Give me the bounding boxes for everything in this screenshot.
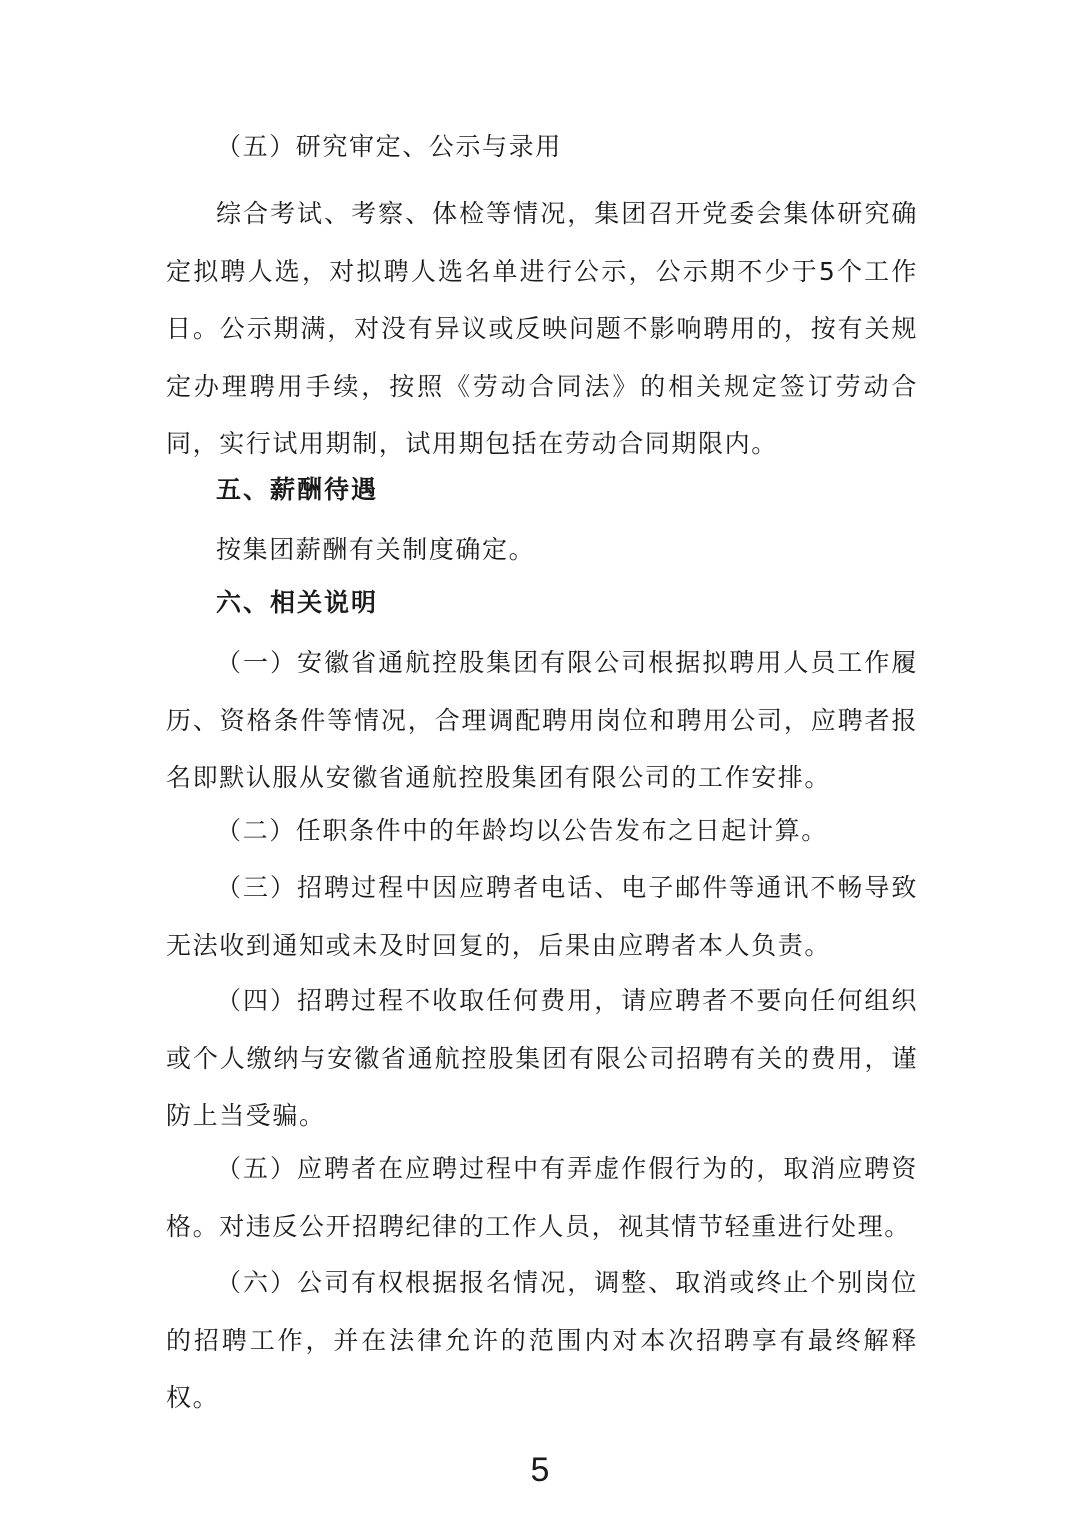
section-heading-salary: 五、薪酬待遇 — [216, 475, 379, 504]
notes-item-5: （五）应聘者在应聘过程中有弄虚作假行为的，取消应聘资格。对违反公开招聘纪律的工作人员，视其情节轻重进行处理。 — [166, 1154, 918, 1241]
paragraph-review-publicity-hiring: 综合考试、考察、体检等情况，集团召开党委会集体研究确定拟聘人选，对拟聘人选名单进行公示，公示期不少于5个工作日。公示期满，对没有异议或反映问题不影响聘用的，按有关规定办理聘用手续，按照《劳动合同法》的相关规定签订劳动合同，实行试用期制，试用期包括在劳动合同期限内。 — [166, 199, 918, 458]
notes-item-6: （六）公司有权根据报名情况，调整、取消或终止个别岗位的招聘工作，并在法律允许的范围内对本次招聘享有最终解释权。 — [166, 1268, 918, 1412]
section-heading-notes: 六、相关说明 — [216, 588, 379, 617]
notes-item-1: （一）安徽省通航控股集团有限公司根据拟聘用人员工作履历、资格条件等情况，合理调配聘用岗位和聘用公司，应聘者报名即默认服从安徽省通航控股集团有限公司的工作安排。 — [166, 648, 918, 792]
paragraph-salary: 按集团薪酬有关制度确定。 — [216, 535, 536, 564]
page-number: 5 — [530, 1451, 550, 1489]
notes-item-3: （三）招聘过程中因应聘者电话、电子邮件等通讯不畅导致无法收到通知或未及时回复的，后果由应聘者本人负责。 — [166, 873, 918, 960]
subsection-heading-review-publicity-hiring: （五）研究审定、公示与录用 — [216, 132, 562, 161]
notes-item-4: （四）招聘过程不收取任何费用，请应聘者不要向任何组织或个人缴纳与安徽省通航控股集团有限公司招聘有关的费用，谨防上当受骗。 — [166, 986, 918, 1130]
notes-item-2: （二）任职条件中的年龄均以公告发布之日起计算。 — [216, 816, 828, 845]
